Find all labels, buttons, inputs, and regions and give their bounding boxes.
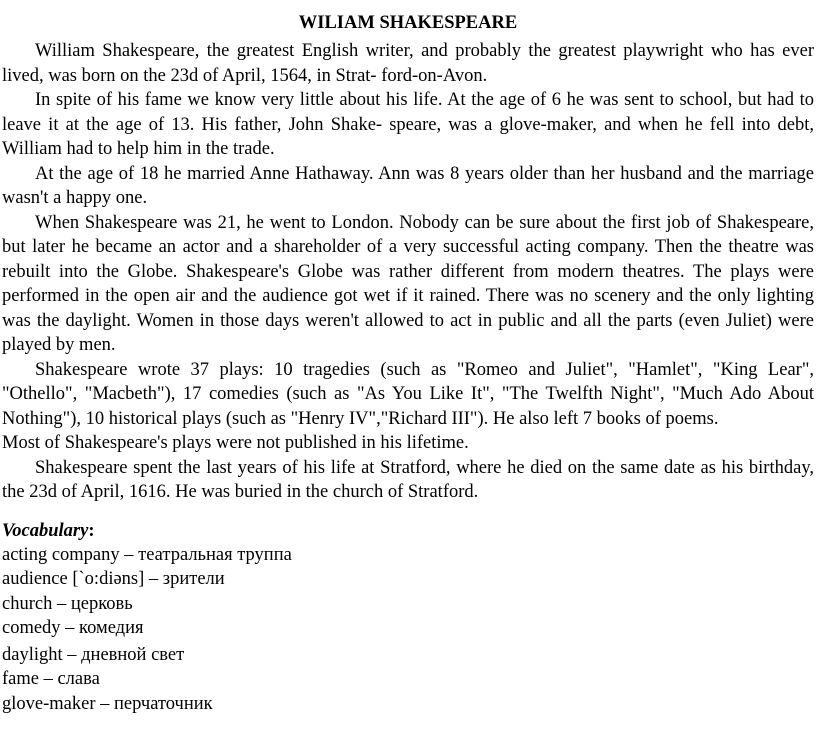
vocabulary-item: acting company – театральная труппа (2, 544, 292, 565)
paragraph-death: Shakespeare spent the last years of his life at Stratford, where he died on the same date as his birthday, the 23d of April, 1616. He was buried in the church of Stratford. (2, 457, 814, 502)
paragraph-early-life: In spite of his fame we know very little about his life. At the age of 6 he was sent to school, but had to leave it at the age of 13. His father, John Shake- speare, was a glove-maker, and when he fell into debt, William had to help him in the trade. (2, 90, 814, 159)
paragraph-marriage: At the age of 18 he married Anne Hathaway. Ann was 8 years older than her husband and the marriage wasn't a happy one. (2, 163, 814, 208)
document-title: WILIAM SHAKESPEARE (298, 13, 518, 33)
vocabulary-item: fame – слава (2, 669, 100, 689)
vocabulary-heading (2, 519, 814, 543)
paragraph-plays: Shakespeare wrote 37 plays: 10 tragedies (such as "Romeo and Juliet", "Hamlet", "King Lear", "Othello", "Macbeth"), 17 comedies (such as "As You Like It", "The Twelfth Night", "Much Ado About Nothing"), 10 historical plays (such as "Henry IV","Richard III"). He also left 7 books of poems. (2, 359, 814, 429)
paragraph-birth: William Shakespeare, the greatest English writer, and probably the greatest playwright who has ever lived, was born on the 23d of April, 1564, in Strat- ford-on-Avon. (2, 41, 814, 86)
vocabulary-item: glove-maker – перчаточник (2, 693, 213, 714)
vocabulary-heading-colon: : (88, 520, 95, 541)
article-body (2, 39, 814, 505)
vocabulary-item: church – церковь (2, 593, 133, 614)
vocabulary-item: comedy – комедия (2, 618, 144, 638)
vocabulary-list (2, 543, 814, 717)
vocabulary-item: daylight – дневной свет (2, 644, 185, 665)
paragraph-publication: Most of Shakespeare's plays were not published in his lifetime. (2, 433, 469, 453)
vocabulary-item: audience [`o:diəns] – зрители (2, 569, 225, 589)
vocabulary-heading-label: Vocabulary (2, 520, 89, 541)
paragraph-london: When Shakespeare was 21, he went to London. Nobody can be sure about the first job of Shakespeare, but later he became an actor and a shareholder of a very successful acting company. Then the theatre was rebuilt into the Globe. Shakespeare's Globe was rather different from modern theatres. The plays were performed in the open air and the audience got wet if it rained. There was no scenery and the only lighting was the daylight. Women in those days weren't allowed to act in public and all the parts (even Juliet) were played by men. (2, 212, 814, 355)
